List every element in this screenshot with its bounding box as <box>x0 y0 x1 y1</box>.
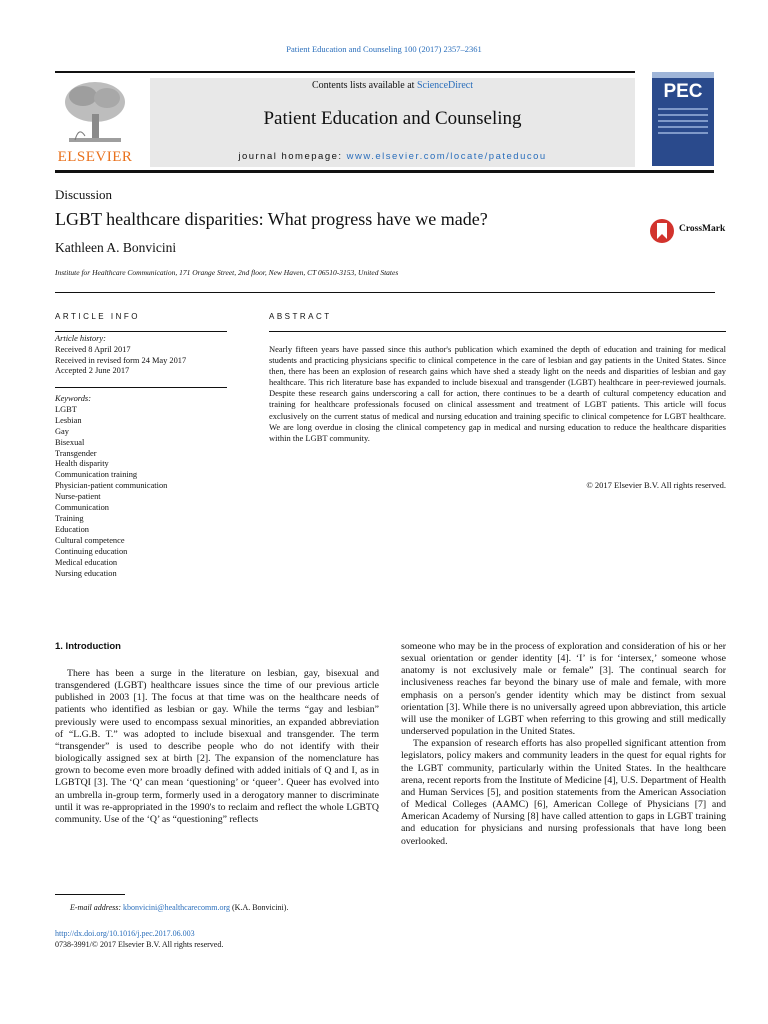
elsevier-wordmark: ELSEVIER <box>57 149 133 165</box>
keyword: Communication training <box>55 470 138 480</box>
article-info-rule-2 <box>55 387 227 388</box>
keyword: Nursing education <box>55 568 117 578</box>
header-rule-top <box>55 71 635 73</box>
cover-title: PEC <box>663 81 703 102</box>
history-item: Received in revised form 24 May 2017 <box>55 355 187 365</box>
keyword: Medical education <box>55 557 118 567</box>
journal-title: Patient Education and Counseling <box>263 108 522 129</box>
homepage-prefix: journal homepage: <box>238 151 347 162</box>
email-label: E-mail address: <box>70 903 122 912</box>
cover-text-lines <box>658 108 708 138</box>
email-suffix: (K.A. Bonvicini). <box>230 903 289 912</box>
article-info-rule <box>55 292 715 293</box>
body-paragraph: There has been a surge in the literature on lesbian, gay, bisexual and transgendered (LGBT) healthcare issues since the time of our previous article published in 2003 [1]. The focus at that time was on the healthcare needs of patients who identified as lesbian or gay. While the terms “gay and lesbian” previously were used to encompass sexual minorities, an expanded abbreviation of “L.G.B. T.” was adopted to include bisexual and transgender. The term “transgender” is used to describe people who do not identify with their biologically assigned sex at birth [2]. The expansion of the nomenclature has grown to become even more broadly defined with added initials of Q and I, as in LGBTQI [3]. The ‘Q’ can mean ‘questioning’ or ‘queer’. Queer has evolved into an umbrella in-group term, formerly used in a derogatory manner to discriminate until it was re-appropriated in the 1990's to reclaim and reflect the whole LGBTQ community. Use of the ‘Q’ as “questioning” reflects <box>55 668 379 825</box>
contents-line <box>150 80 635 91</box>
article-history <box>55 334 227 377</box>
keyword: Nurse-patient <box>55 492 101 502</box>
body-paragraph: someone who may be in the process of exploration and consideration of his or her sexual orientation or gender identity [4]. ‘I’ is for ‘intersex,’ someone whose anatomy is not exclusively male or female” [3]. The continual search for inclusiveness reaches far beyond the binary use of male and female, with more emphasis on a person's gender identity which may be distinct from sexual orientation [3]. While there is no universally agreed upon abbreviation, this article will use the moniker of LGBT when referring to this growing and still medically underserved population in the United States. <box>401 641 726 738</box>
history-item: Accepted 2 June 2017 <box>55 366 130 376</box>
homepage-link[interactable]: www.elsevier.com/locate/pateducou <box>346 151 547 162</box>
history-item: Received 8 April 2017 <box>55 344 131 354</box>
crossmark-badge[interactable] <box>649 216 729 246</box>
keyword: Lesbian <box>55 415 82 425</box>
article-info-rule-1 <box>55 331 227 332</box>
keyword: Continuing education <box>55 546 128 556</box>
abstract-text: Nearly fifteen years have passed since this author's publication which examined the depth of education and training for medical students and practicing physicians specific to clinical competence in the care of lesbian and gay patients in the United States. Since then, there has been an explosion of research gains which have shed a steady light on the needs and disparities of lesbian and gay healthcare. This rich literature base has expanded to include bisexual and transgender (LGBT) healthcare in peer-reviewed journals. Despite these research gains underscoring a call for action, there continues to be a dearth of cultural competency education and training for healthcare professionals focused on clinical assessment and treatment of LGBT patients. This article will focus exclusively on the current status of medical and nursing education and training specific to clinical competence for LGBT healthcare. We are long overdue in closing the clinical competency gap in medical and nursing education to reduce the healthcare disparities within the LGBT community. <box>269 344 726 443</box>
introduction-heading: 1. Introduction <box>55 641 121 652</box>
article-section-label: Discussion <box>55 187 113 202</box>
footnote-email <box>70 903 288 912</box>
footnote-rule <box>55 894 125 895</box>
email-link[interactable]: kbonvicini@healthcarecomm.org <box>123 903 230 912</box>
keyword: Bisexual <box>55 437 85 447</box>
body-column-left <box>55 668 379 826</box>
journal-cover-thumbnail[interactable] <box>652 72 714 166</box>
cover-strip <box>652 72 714 78</box>
article-info-heading: ARTICLE INFO <box>55 312 140 321</box>
header-rule-bottom <box>55 170 714 173</box>
journal-homepage-line <box>150 151 635 162</box>
elsevier-logo <box>55 78 135 166</box>
doi-block <box>55 929 223 950</box>
article-title: LGBT healthcare disparities: What progress have we made? <box>55 209 488 229</box>
crossmark-label: CrossMark <box>679 224 726 234</box>
author-affiliation: Institute for Healthcare Communication, 171 Orange Street, 2nd floor, New Haven, CT 06510-3153, United States <box>55 268 399 277</box>
author-name: Kathleen A. Bonvicini <box>55 240 177 255</box>
keyword: Physician-patient communication <box>55 481 168 491</box>
body-paragraph: The expansion of research efforts has also propelled significant attention from legislators, policy makers and community leaders in the quest for equal rights for the LGBT community, particularly within the United States. In the healthcare arena, recent reports from the Institute of Medicine [4], U.S. Department of Health and Human Services [5], and position statements from the American Association of Medical Colleges (AAMC) [6], American College of Physicians [7] and American Academy of Nursing [8] have called attention to gaps in LGBT training and education for physicians and nursing professionals that have long been overlooked. <box>401 738 726 847</box>
keyword: Transgender <box>55 448 97 458</box>
keyword: Communication <box>55 503 109 513</box>
sciencedirect-link[interactable]: ScienceDirect <box>416 80 474 91</box>
keyword: Cultural competence <box>55 535 125 545</box>
keyword: Health disparity <box>55 459 109 469</box>
keywords-list <box>55 394 227 579</box>
journal-header-box <box>150 78 635 167</box>
abstract-heading: ABSTRACT <box>269 312 332 321</box>
journal-citation-link[interactable]: Patient Education and Counseling 100 (2017) 2357–2361 <box>286 44 482 54</box>
doi-link[interactable]: http://dx.doi.org/10.1016/j.pec.2017.06.003 <box>55 929 195 938</box>
keyword: Training <box>55 513 84 523</box>
history-label: Article history: <box>55 334 106 343</box>
elsevier-tree-icon <box>55 78 135 148</box>
crossmark-icon <box>649 216 675 246</box>
abstract-rule <box>269 331 726 332</box>
issn-line: 0738-3991/© 2017 Elsevier B.V. All rights reserved. <box>55 939 224 949</box>
keyword: Gay <box>55 426 69 436</box>
keyword: Education <box>55 524 89 534</box>
body-column-right <box>401 641 726 848</box>
contents-prefix: Contents lists available at <box>311 80 417 91</box>
abstract-copyright: © 2017 Elsevier B.V. All rights reserved. <box>586 480 726 490</box>
keywords-label: Keywords: <box>55 394 91 403</box>
keyword: LGBT <box>55 404 77 414</box>
